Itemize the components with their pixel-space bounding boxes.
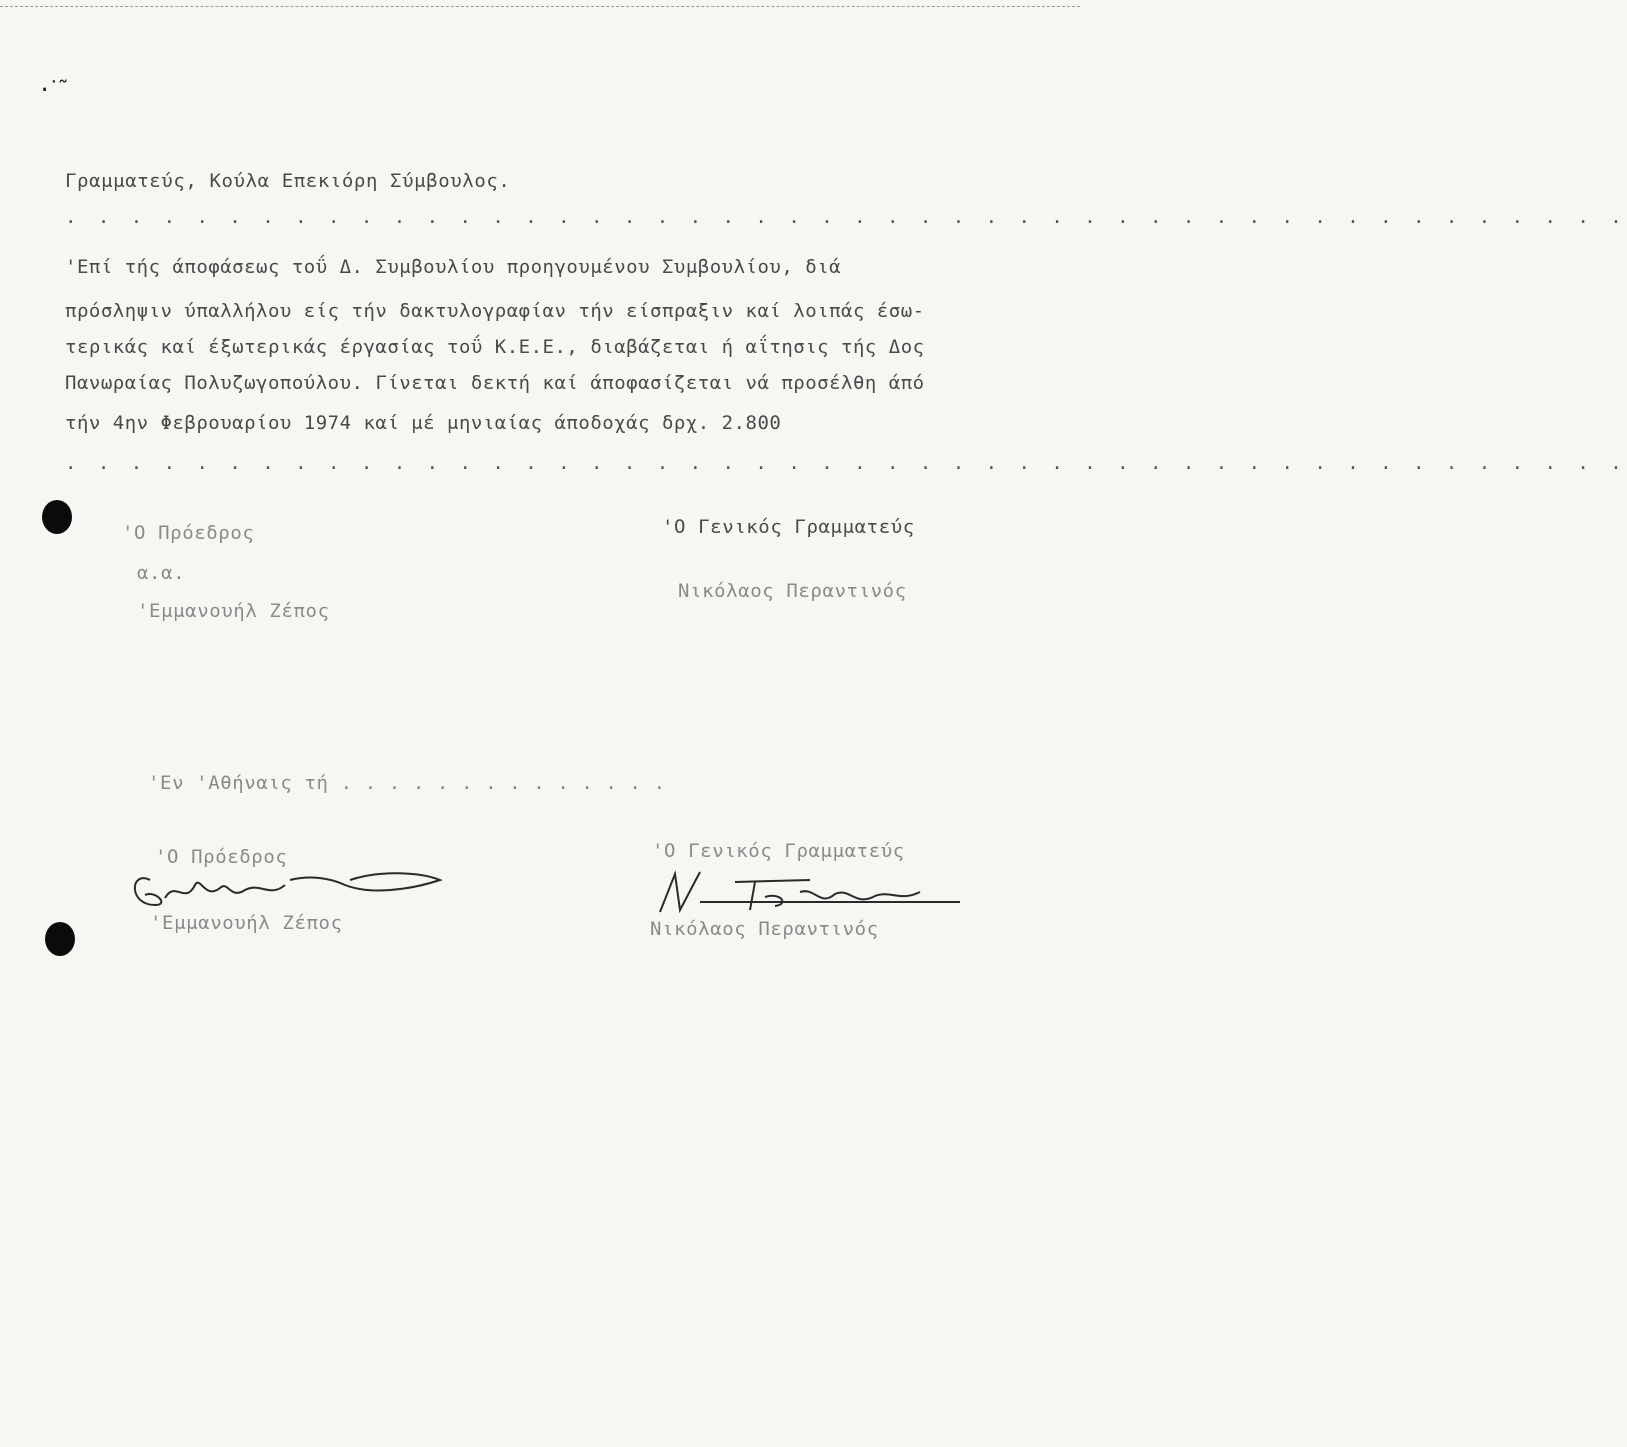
- president-name-2: 'Εμμανουήλ Ζέπος: [150, 912, 343, 934]
- secretary-title: 'Ο Γενικός Γραμματεύς: [662, 516, 915, 538]
- separator-1: . . . . . . . . . . . . . . . . . . . . . . . . . . . . . . . . . . . . . . . . . . . . . . . .: [65, 206, 1627, 228]
- paragraph-line: τήν 4ην Φεβρουαρίου 1974 καί μέ μηνιαίας άποδοχάς δρχ. 2.800: [65, 412, 782, 434]
- top-rule: [0, 6, 1080, 7]
- paragraph-line: Πανωραίας Πολυζωγοπούλου. Γίνεται δεκτή καί άποφασίζεται νά προσέλθη άπό: [65, 372, 925, 394]
- president-signature: [110, 850, 450, 920]
- paragraph-line: τερικάς καί έξωτερικάς έργασίας τοΰ Κ.Ε.Ε., διαβάζεται ή αΐτησις τής Δος: [65, 336, 925, 358]
- secretary-signature: [640, 862, 970, 922]
- separator-2: . . . . . . . . . . . . . . . . . . . . . . . . . . . . . . . . . . . . . . . . . . . . . . . .: [65, 452, 1627, 474]
- president-title: 'Ο Πρόεδρος: [122, 522, 255, 544]
- paragraph-line: 'Επί τής άποφάσεως τοΰ Δ. Συμβουλίου προηγουμένου Συμβουλίου, διά: [65, 256, 842, 278]
- president-name: 'Εμμανουήλ Ζέπος: [137, 600, 330, 622]
- secretary-title-2: 'Ο Γενικός Γραμματεύς: [652, 840, 905, 862]
- president-aa: α.α.: [137, 562, 186, 584]
- header-line: Γραμματεύς, Κούλα Επεκιόρη Σύμβουλος.: [65, 170, 511, 192]
- paragraph-line: πρόσληψιν ύπαλλήλου είς τήν δακτυλογραφίαν τήν είσπραξιν καί λοιπάς έσω-: [65, 300, 925, 322]
- president-title-2: 'Ο Πρόεδρος: [155, 846, 288, 868]
- corner-ink-mark: ·˙˜: [38, 78, 66, 103]
- punch-hole: [45, 922, 75, 956]
- secretary-name: Νικόλαος Περαντινός: [678, 580, 907, 602]
- place-date-line: 'Εν 'Αθήναις τή . . . . . . . . . . . . . .: [148, 772, 666, 794]
- punch-hole: [42, 500, 72, 534]
- secretary-name-2: Νικόλαος Περαντινός: [650, 918, 879, 940]
